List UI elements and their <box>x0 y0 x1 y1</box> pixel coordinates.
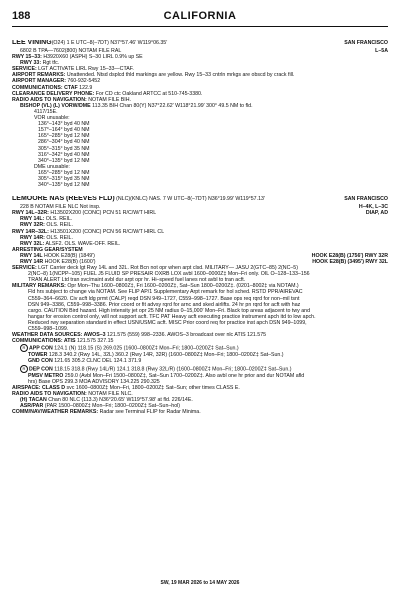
military-remarks-line: hangar for erosion control only, will not support acft. TFC PAT Heavy acft executing practice instrument apch itd to low apch. <box>28 313 316 320</box>
lemoore-heading <box>12 196 388 204</box>
asr-par-label: ASR/PAR <box>20 402 44 409</box>
departure-text: 118.15 318.8 (Rwy 14L/R) 124.1 318.8 (Rwy 32L/R) (1600–0800Z‡ Mon–Fri; 1800–0200Z‡ Sat–Sun.) <box>52 365 292 372</box>
service-text: LGT ACTIVATE LIRL Rwy 15–33—CTAF. <box>36 66 134 73</box>
runway-end-text: OLS. REIL. <box>44 234 73 241</box>
runway-text: H3920X60 (ASPH) S–30 LIRL 0.9% up SE <box>41 54 143 61</box>
military-remarks-line: Reduced rwy separation standard in effect USN/USMC acft. MISC Prior coord req for practice inst apch DSN 949–1099, <box>28 319 307 326</box>
vor-unusable-item: 305°–315° byd 35 NM <box>38 145 90 152</box>
military-remarks-line: DSN 949–3386, C559–998–3386. Prior coord or fit advsy rqrd for arnc and sked airlifts. 24 hr pn rqrd for acft with haz <box>28 301 301 308</box>
service-line: TRAN ALERT Ltd tran svc/maint avbl dur arpt opr hr. Hi–speed fuel lanes not avbl to tran acft. <box>28 277 246 284</box>
runway-label: RWY 14R–32L: <box>12 228 49 235</box>
region-label: SAN FRANCISCO <box>344 40 388 46</box>
arresting-text-right: HOOK E28(B) (3495′) RWY 32L <box>312 259 388 265</box>
vor-unusable-label: VOR unusable: <box>34 115 70 122</box>
effective-dates-footer: SW, 19 MAR 2026 to 14 MAY 2026 <box>160 580 240 586</box>
dme-unusable-item: 165°–285° byd 12 NM <box>38 169 90 176</box>
runway-label: RWY 15–33: <box>12 54 42 61</box>
directory-content <box>12 40 388 415</box>
runway-end-label: RWY 32L: <box>20 240 45 247</box>
service-label: SERVICE: <box>12 66 37 73</box>
approach-label: APP CON <box>29 345 53 352</box>
runway-end-text: OLS. REIL. <box>44 216 73 223</box>
manager-label: AIRPORT MANAGER: <box>12 78 66 85</box>
service-label: SERVICE: <box>12 265 37 272</box>
ground-text: 121.65 305.2 CLNC DEL 124.1 371.9 <box>52 358 142 365</box>
state-heading: CALIFORNIA <box>163 10 237 22</box>
weather-label: WEATHER DATA SOURCES: AWOS–3 <box>12 332 106 339</box>
military-remarks-line: cargo. CAUTION Bird hazard. High intensity jet opr 25 NM radius 0–15,000′ Mon–Fri. Black top areas adjacent to twy and <box>28 307 310 314</box>
comm-nav-weather-line <box>12 409 388 415</box>
arresting-text: HOOK E28(B) (1600′) <box>43 259 96 265</box>
radio-aids-label: RADIO AIDS TO NAVIGATION: <box>12 96 87 103</box>
runway-text: H13502X200 (CONC) PCN 51 R/C/W/T HIRL <box>48 210 157 217</box>
runway-text: H13501X200 (CONC) PCN 56 R/C/W/T HIRL CL <box>48 228 165 235</box>
page-number: 188 <box>12 10 31 22</box>
region-label: SAN FRANCISCO <box>344 196 388 203</box>
bishop-vor-label: BISHOP (VL) (L) VORW/DME <box>20 102 91 109</box>
communications-text: 121.575 327.15 <box>75 338 114 345</box>
runway-end-text: Rgt tfc. <box>41 60 60 67</box>
pmsv-text: 259.0 (Avbl Mon–Fri 1500–0800Z‡, Sat–Sun 1700–0200Z‡. Also avbl one hr prior and dur NOTAM afld <box>63 372 305 379</box>
clearance-label: CLEARANCE DELIVERY PHONE: <box>12 90 95 97</box>
military-remarks-line: Fld hrs subject to change via NOTAM. See FLIP AP/1 Supplementary Arpt remark for hol sched. RSTD PPR/AIREVAC <box>28 289 303 296</box>
arresting-text: HOOK E28(B) (1849′) <box>42 252 95 259</box>
weather-text: 121.575 (559) 998–2336. AWOS–3 broadcast over nlc ATIS 121.575 <box>105 332 267 339</box>
elevation-text: 228 B NOTAM FILE NLC Not insp. <box>20 204 101 211</box>
service-text: LGT Carrier deck lgt Rwy 14L and 32L. Rot Bcn not opr when arpt clsd. MILITARY— JASU 2(GTC–85) 2(NC–5) <box>36 265 298 272</box>
bishop-vor-text: 113.35 BIH Chan 80(Y) N37°22.62′ W118°21.99′ 300° 49.5 NM to fld. <box>90 102 253 109</box>
runway-end-label: RWY 14L: <box>20 216 45 223</box>
departure-label: DEP CON <box>29 365 53 372</box>
communications-label: COMMUNICATIONS: ATIS <box>12 338 76 345</box>
military-remarks-label: MILITARY REMARKS: <box>12 283 66 290</box>
tacan-label: (H) TACAN <box>20 396 47 403</box>
radio-aids-text: NOTAM FILE NLC. <box>86 390 133 397</box>
airport-header-info: (O24) 1 E UTC–8(–7DT) N37°57.46′ W119°06.35′ <box>51 40 168 46</box>
asr-par-text: (PAR 1500–0800Z‡ Mon–Fri; 1800–0200Z‡ Sat–Sun–hol) <box>43 402 181 409</box>
radar-circle-icon: R <box>20 344 28 352</box>
airport-header-info: (NLC)(KNLC) NAS. 7 W UTC–8(–7DT) N36°19.99′ W119°57.13′ <box>114 196 265 203</box>
military-remarks-line: C559–364–6620. Civ acft ldg prmt (CALP) reqd DSN 949–1727, C559–998–1727. Base ops req rqrd for non–mil tsnt <box>28 295 300 302</box>
communications-label: COMMUNICATIONS: CTAF <box>12 84 78 91</box>
dme-unusable-item: 340°–135° byd 12 NM <box>38 182 90 189</box>
ground-label: GND CON <box>28 358 53 365</box>
runway-label: RWY 14L–32R: <box>12 210 49 217</box>
bishop-vor-line-2: 4117/15E. <box>34 108 58 115</box>
chart-label: DIAP, AD <box>365 210 388 217</box>
dme-unusable-item: 305°–315° byd 35 NM <box>38 175 90 182</box>
approach-line <box>12 344 388 352</box>
header-rule <box>12 26 388 27</box>
airport-name: LEE VINING <box>12 40 52 46</box>
airspace-text: svc 1600–0800Z‡ Mon–Fri, 1800–0200Z‡ Sat–Sun; other times CLASS E. <box>65 384 240 391</box>
runway-end-text: OLS. REIL. <box>44 222 73 229</box>
radio-aids-text: NOTAM FILE BIH. <box>86 96 132 103</box>
arresting-gear-label: ARRESTING GEAR/SYSTEM <box>12 246 83 253</box>
remarks-text: Unattended. Ntsd dsplcd thld markings are yellow. Rwy 15–33 cntrln mrkgs are obscd by crack fill. <box>65 72 295 79</box>
remarks-label: AIRPORT REMARKS: <box>12 72 66 79</box>
elevation-text: 6802 B TPA—7602(800) NOTAM FILE RAL <box>20 48 122 54</box>
radar-circle-icon: R <box>20 365 28 373</box>
runway-end-text: ALSF2. OLS. WAVE-OFF. REIL. <box>44 240 121 247</box>
runway-end-label: RWY 32R: <box>20 222 45 229</box>
dme-unusable-label: DME unusable: <box>34 163 70 170</box>
chart-label: H–4K, L–3C <box>358 204 388 211</box>
vor-unusable-item: 165°–285° byd 12 NM <box>38 133 90 140</box>
arresting-text-right: HOOK E28(B) (1756′) RWY 32R <box>311 252 388 259</box>
radio-aids-label: RADIO AIDS TO NAVIGATION: <box>12 390 87 397</box>
departure-line <box>12 365 388 373</box>
vor-unusable-item: 136°–143° byd 40 NM <box>38 121 90 128</box>
chart-label: L–5A <box>375 48 388 54</box>
airspace-label: AIRSPACE: CLASS D <box>12 384 65 391</box>
comm-nav-weather-label: COMM/NAV/WEATHER REMARKS: <box>12 409 99 416</box>
runway-end-label: RWY 33: <box>20 60 42 67</box>
arresting-runway-label: RWY 14R <box>20 259 44 265</box>
vor-unusable-item: 316°–342° byd 40 NM <box>38 151 90 158</box>
tower-label: TOWER <box>28 352 48 359</box>
vor-unusable-item: 286°–304° byd 40 NM <box>38 139 90 146</box>
vor-unusable-item: 340°–135° byd 12 NM <box>38 157 90 164</box>
military-remarks-text: Opr Mon–Thu 1600–0800Z‡, Fri 1600–0200Z‡, Sat–Sun 1800–0200Z‡. (0201–8002‡ via NOTAM.) <box>65 283 299 290</box>
clearance-text: For CD ctc Oakland ARTCC at 510-745-3380. <box>94 90 203 97</box>
arresting-runway-label: RWY 14L <box>20 252 43 259</box>
tower-text: 128.3 340.2 (Rwy 14L, 32L) 360.2 (Rwy 14R, 32R) (1600–0800Z‡ Mon–Fri; 1800–0200Z‡ Sat–Sun.) <box>47 352 284 359</box>
approach-text: 124.1 (N) 118.15 (S) 269.025 (1600–0800Z‡ Mon–Fri; 1800–0200Z‡ Sat–Sun.) <box>52 345 239 352</box>
communications-text: 122.9 <box>77 84 93 91</box>
pmsv-label: PMSV METRO <box>28 372 64 379</box>
airport-name: LEMOORE NAS (REEVES FLD) <box>12 196 115 203</box>
military-remarks-line: C559–998–1099. <box>28 326 69 333</box>
runway-end-label: RWY 14R: <box>20 234 45 241</box>
manager-text: 760-932-5452 <box>65 78 101 85</box>
tacan-text: Chan 80 NLC (113.3) N36°20.65′ W119°57.98′ at fld. 226/14E. <box>46 396 193 403</box>
pmsv-line: hrs) Base OPS 299.3 MOA ADVISORY 134.225 290.325 <box>28 378 160 385</box>
lee-vining-heading <box>12 40 388 48</box>
vor-unusable-item: 157°–164° byd 40 NM <box>38 127 90 134</box>
comm-nav-weather-text: Radar see Terminal FLIP for Radar Minima. <box>98 409 201 416</box>
service-line: 2(NC–8) 1(NCPP–105) FUEL J5 FLUID SP PRESAIR OXRB LOX avbl 1600–0000Z‡ Mon–Fri only. OIL O–128–133–156 <box>28 271 310 278</box>
